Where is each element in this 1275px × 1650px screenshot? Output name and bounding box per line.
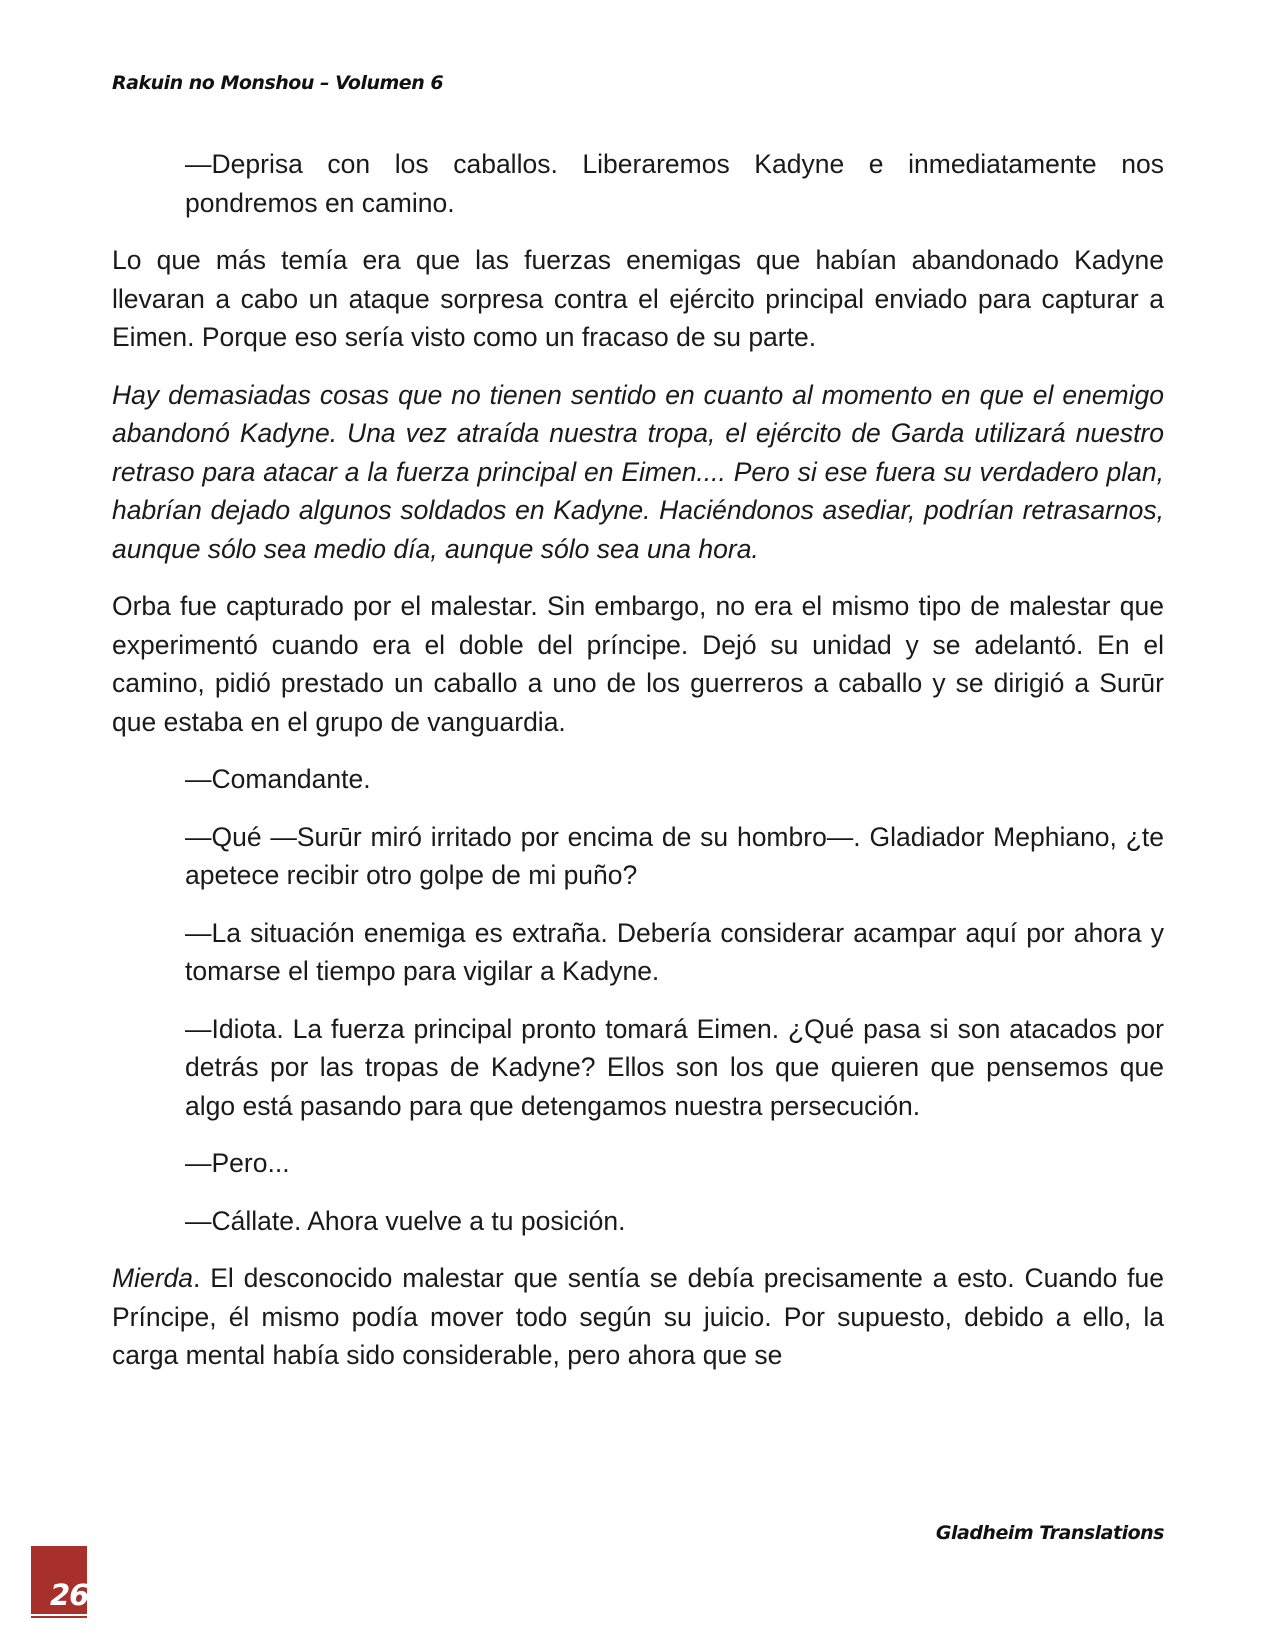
dialogue-paragraph: —Deprisa con los caballos. Liberaremos Kadyne e inmediatamente nos pondremos en camino.: [185, 149, 1164, 218]
page-number-underline: [31, 1614, 87, 1616]
narrative-paragraph: Orba fue capturado por el malestar. Sin embargo, no era el mismo tipo de malestar que experimentó cuando era el doble del príncipe. Dejó su unidad y se adelantó. En el camino, pidió prestado un caballo a uno de los guerreros a caballo y se dirigió a Surūr que estaba en el grupo de vanguardia.: [112, 591, 1164, 737]
running-header: Rakuin no Monshou – Volumen 6: [112, 72, 444, 94]
dialogue-paragraph: —Comandante.: [185, 764, 371, 794]
dialogue-paragraph: —Qué —Surūr miró irritado por encima de su hombro—. Gladiador Mephiano, ¿te apetece recibir otro golpe de mi puño?: [185, 821, 1164, 890]
narrative-paragraph: [112, 1259, 1164, 1375]
thought-paragraph: Hay demasiadas cosas que no tienen sentido en cuanto al momento en que el enemigo abandonó Kadyne. Una vez atraída nuestra tropa, el ejército de Garda utilizará nuestro retraso para atacar a la fuerza principal en Eimen.... Pero si ese fuera su verdadero plan, habrían dejado algunos soldados en Kadyne. Haciéndonos asediar, podrían retrasarnos, aunque sólo sea medio día, aunque sólo sea una hora.: [112, 379, 1164, 564]
emphasis-word: Mierda: [112, 1263, 194, 1293]
dialogue-paragraph: —Pero...: [185, 1148, 290, 1178]
dialogue-paragraph: —Cállate. Ahora vuelve a tu posición.: [185, 1205, 626, 1236]
page-number: 26: [50, 1578, 89, 1612]
narrative-paragraph: Lo que más temía era que las fuerzas enemigas que habían abandonado Kadyne llevaran a cabo un ataque sorpresa contra el ejército principal enviado para capturar a Eimen. Porque eso sería visto como un fracaso de su parte.: [112, 245, 1164, 352]
dialogue-paragraph: —Idiota. La fuerza principal pronto tomará Eimen. ¿Qué pasa si son atacados por detrás por las tropas de Kadyne? Ellos son los que quieren que pensemos que algo está pasando para que detengamos nuestra persecución.: [185, 1013, 1164, 1121]
dialogue-paragraph: —La situación enemiga es extraña. Debería considerar acampar aquí por ahora y tomarse el tiempo para vigilar a Kadyne.: [185, 917, 1164, 986]
page-body: [112, 145, 1164, 1394]
translator-credit: Gladheim Translations: [935, 1522, 1164, 1544]
paragraph-text: . El desconocido malestar que sentía se debía precisamente a esto. Cuando fue Príncipe, él mismo podía mover todo según su juicio. Por supuesto, debido a ello, la carga mental había sido considerable, pero ahora que se: [112, 1263, 1164, 1370]
